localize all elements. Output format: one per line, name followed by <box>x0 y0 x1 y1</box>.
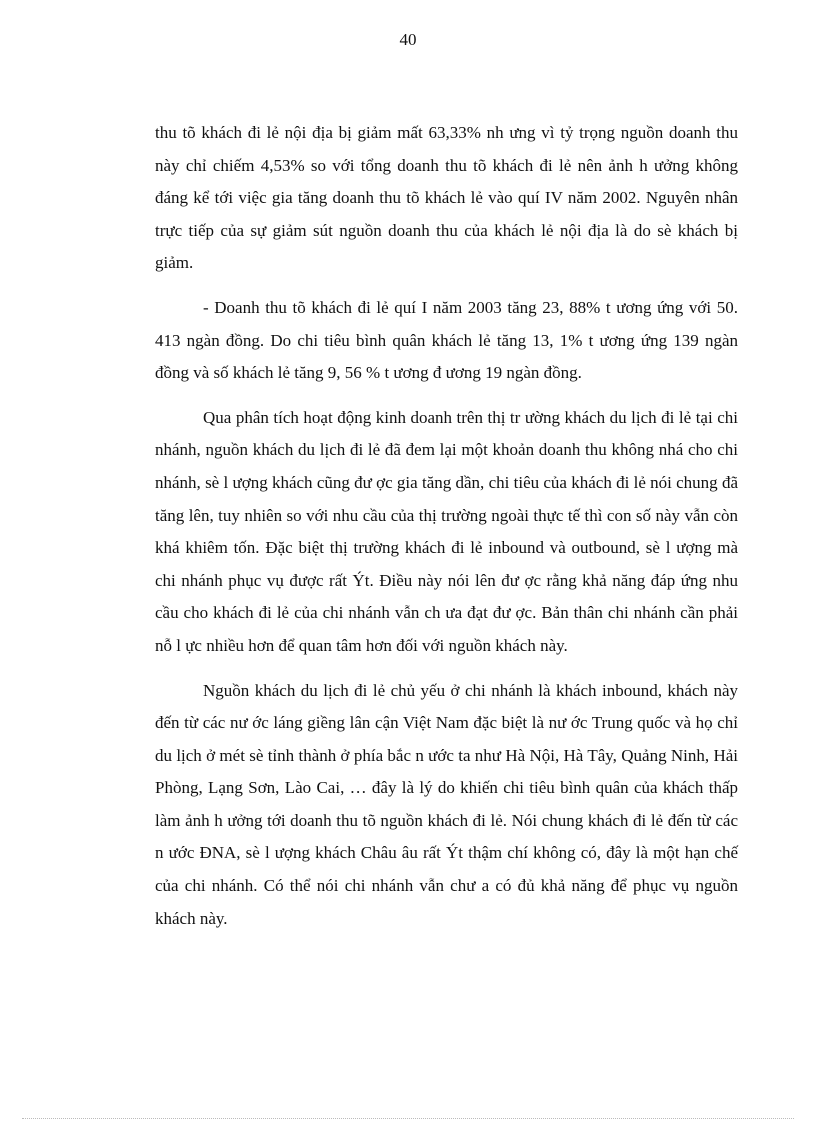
paragraph-q1-2003-revenue: - Doanh thu tõ khách đi lẻ quí I năm 2003 tăng 23, 88% t ương ứng với 50. 413 ngàn đồng. Do chi tiêu bình quân khách lẻ tăng 13, 1% t ương ứng 139 ngàn đồng và số khách lẻ tăng 9, 56 % t ương đ ương 19 ngàn đồng. <box>155 297 738 383</box>
page-bottom-rule <box>22 1118 794 1119</box>
page-number: 40 <box>399 30 417 49</box>
paragraph-inbound-sources: Nguồn khách du lịch đi lẻ chủ yếu ở chi nhánh là khách inbound, khách này đến từ các nư ớc láng giềng lân cận Việt Nam đặc biệt là nư ớc Trung quốc và họ chỉ du lịch ở mét sè tỉnh thành ở phía bắc n ước ta như Hà Nội, Hà Tây, Quảng Ninh, Hải Phòng, Lạng Sơn, Lào Cai, … đây là lý do khiến chi tiêu bình quân của khách thấp làm ảnh h ưởng tới doanh thu tõ nguồn khách đi lẻ. Nói chung khách đi lẻ đến từ các n ước ĐNA, sè l ượng khách Châu âu rất Ýt thậm chí không có, đây là một hạn chế của chi nhánh. Có thể nói chi nhánh vẫn chư a có đủ khả năng để phục vụ nguồn khách này. <box>155 680 738 928</box>
document-body <box>155 117 738 947</box>
paragraph-revenue-decline: thu tõ khách đi lẻ nội địa bị giảm mất 63,33% nh ưng vì tỷ trọng nguồn doanh thu này chỉ chiếm 4,53% so với tổng doanh thu tõ khách đi lẻ nên ảnh h ưởng không đáng kể tới việc gia tăng doanh thu tõ khách lẻ vào quí IV năm 2002. Nguyên nhân trực tiếp của sự giảm sút nguồn doanh thu của khách lẻ nội địa là do sè khách bị giảm. <box>155 123 738 273</box>
paragraph-analysis-summary: Qua phân tích hoạt động kinh doanh trên thị tr ường khách du lịch đi lẻ tại chi nhánh, nguồn khách du lịch đi lẻ đã đem lại một khoản doanh thu không nhá cho chi nhánh, sè l ượng khách cũng đư ợc gia tăng dần, chi tiêu của khách đi lẻ nói chung đã tăng lên, tuy nhiên so với nhu cầu của thị trường ngoài thực tế thì con số này vẫn còn khá khiêm tốn. Đặc biệt thị trường khách đi lẻ inbound và outbound, sè l ượng mà chi nhánh phục vụ được rất Ýt. Điều này nói lên đư ợc rằng khả năng đáp ứng nhu cầu cho khách đi lẻ của chi nhánh vẫn ch ưa đạt đư ợc. Bản thân chi nhánh cần phải nỗ l ực nhiều hơn để quan tâm hơn đối với nguồn khách này. <box>155 407 738 655</box>
